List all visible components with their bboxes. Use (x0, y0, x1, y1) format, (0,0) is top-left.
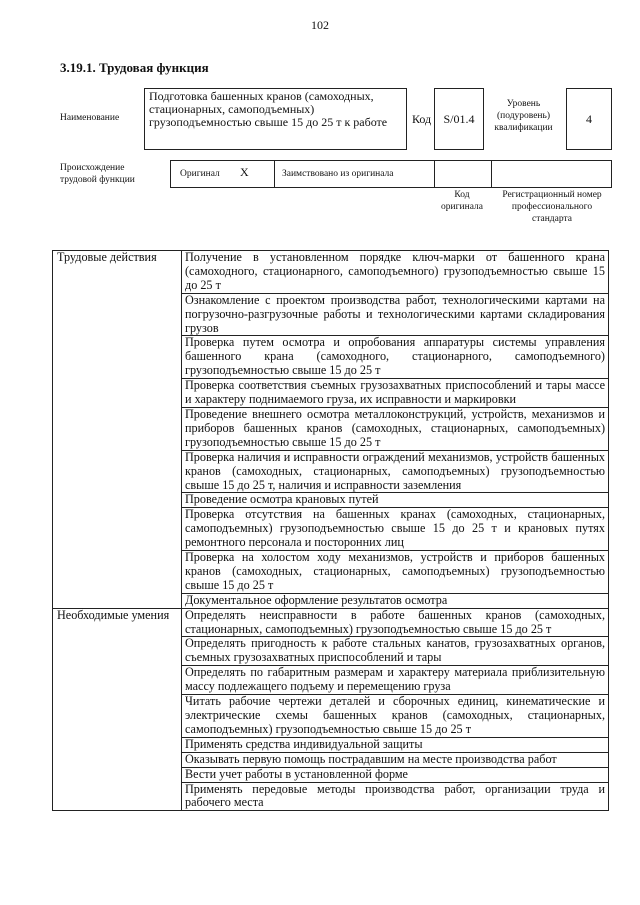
section-title-actions: Трудовые действия (53, 251, 182, 609)
borrowed-label: Заимствовано из оригинала (282, 169, 394, 179)
list-item: Определять неисправности в работе башенных кранов (самоходных, стационарных, самоподъемных) грузоподъемностью свыше 15 до 25 т (182, 608, 609, 637)
code-value: S/01.4 (443, 111, 475, 126)
origin-divider-3 (491, 160, 492, 188)
name-label: Наименование (60, 113, 120, 123)
section-title: 3.19.1. Трудовая функция (60, 60, 209, 75)
level-value-box (566, 88, 612, 150)
table-row (53, 251, 609, 294)
list-item: Проведение осмотра крановых путей (182, 493, 609, 508)
list-item: Вести учет работы в установленной форме (182, 767, 609, 782)
level-label: Уровень (подуровень) квалификации (494, 99, 553, 133)
list-item: Определять по габаритным размерам и характеру материала приблизительную массу подлежащего подъему и перемещению груза (182, 666, 609, 695)
original-mark: X (240, 165, 249, 179)
list-item: Применять передовые методы производства работ, организации труда и рабочего места (182, 782, 609, 811)
list-item: Проверка соответствия съемных грузозахватных приспособлений и тары массе и характеру поднимаемого груза, их исправности и маркировки (182, 379, 609, 408)
origin-label: Происхождение трудовой функции (60, 163, 135, 185)
list-item: Проверка наличия и исправности ограждений механизмов, устройств башенных кранов (самоходных, стационарных, самоподъемных) грузоподъемностью свыше 15 до 25 т, наличия и исправности заземления (182, 450, 609, 493)
list-item: Документальное оформление результатов осмотра (182, 593, 609, 608)
code-label: Код (412, 112, 432, 126)
list-item: Определять пригодность к работе стальных канатов, грузозахватных органов, съемных грузозахватных приспособлений и тары (182, 637, 609, 666)
page-number: 102 (311, 18, 329, 32)
name-value: Подготовка башенных кранов (самоходных, стационарных, самоподъемных) грузоподъемностью свыше 15 до 25 т к работе (149, 89, 388, 129)
section-title-skills: Необходимые умения (53, 608, 182, 811)
list-item: Получение в установленном порядке ключ-марки от башенного крана (самоходного, стационарного, самоподъемного) грузоподъемностью свыше 15 до 25 т (182, 251, 609, 294)
original-label: Оригинал (180, 169, 220, 179)
level-value: 4 (586, 111, 592, 126)
origin-divider-2 (434, 160, 435, 188)
table-row (53, 608, 609, 637)
list-item: Проведение внешнего осмотра металлоконструкций, устройств, механизмов и приборов башенных кранов (самоходных, стационарных, самоподъемных) грузоподъемностью свыше 15 до 25 т (182, 407, 609, 450)
function-table (52, 250, 609, 811)
code-value-box (434, 88, 484, 150)
list-item: Ознакомление с проектом производства работ, технологическими картами на погрузочно-разгрузочные работы и технологическими картами складирования грузов (182, 293, 609, 336)
name-value-box (144, 88, 407, 150)
list-item: Проверка на холостом ходу механизмов, устройств и приборов башенных кранов (самоходных, стационарных, самоподъемных) грузоподъемностью свыше 15 до 25 т (182, 551, 609, 594)
list-item: Читать рабочие чертежи деталей и сборочных единиц, кинематические и электрические схемы башенных кранов (самоходных, стационарных, самоподъемных) грузоподъемностью свыше 15 до 25 т (182, 695, 609, 738)
list-item: Проверка путем осмотра и опробования аппаратуры системы управления башенного крана (самоходного, стационарного, самоподъемного) грузоподъемностью свыше 15 до 25 т (182, 336, 609, 379)
reg-number-caption: Регистрационный номер профессионального стандарта (502, 190, 602, 224)
origin-divider-1 (274, 160, 275, 188)
code-original-caption: Код оригинала (441, 190, 483, 212)
list-item: Применять средства индивидуальной защиты (182, 737, 609, 752)
list-item: Проверка отсутствия на башенных кранах (самоходных, стационарных, самоподъемных) грузоподъемностью свыше 15 до 25 т и крановых путях ремонтного персонала и посторонних лиц (182, 508, 609, 551)
list-item: Оказывать первую помощь пострадавшим на месте производства работ (182, 752, 609, 767)
